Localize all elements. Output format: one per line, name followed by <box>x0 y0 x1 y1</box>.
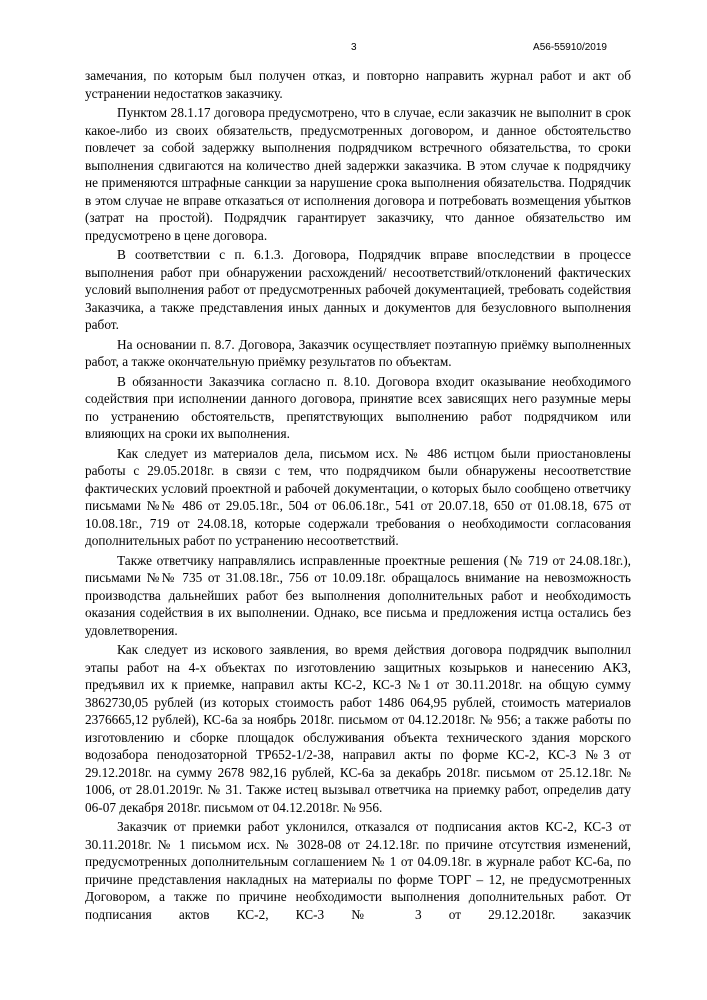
case-number: А56-55910/2019 <box>533 42 607 53</box>
paragraph: Как следует из искового заявления, во время действия договора подрядчик выполнил этапы работ на 4-х объектах по изготовлению защитных козырьков и нанесению АКЗ, предъявил их к приемке, направил акты КС-2, КС-3 №1 от 30.11.2018г. на общую сумму 3862730,05 рублей (из которых стоимость работ 1486 064,95 рублей, стоимость материалов 2376665,12 рублей), КС-6а за ноябрь 2018г. письмом от 04.12.2018г. № 956; а также работы по изготовлению и сборке площадок обслуживания объекта технического здания морского водозабора пенодозаторной ТР652-1/2-38, направил акты по форме КС-2, КС-3 №3 от 29.12.2018г. на сумму 2678 982,16 рублей, КС-6а за декабрь 2018г. письмом от 25.12.18г. № 1006, от 28.01.2019г. № 31. Также истец вызывал ответчика на приемку работ, определив дату 06-07 декабря 2018г. письмом от 04.12.2018г. № 956. <box>85 642 631 815</box>
paragraph: Заказчик от приемки работ уклонился, отказался от подписания актов КС-2, КС-3 от 30.11.2018г. № 1 письмом исх. № 3028-08 от 24.12.18г. по причине отсутствия изменений, предусмотренных дополнительным соглашением № 1 от 04.09.18г. в журнале работ КС-6а, по причине представления накладных на материалы по форме ТОРГ – 12, не предусмотренных Договором, а также по причине необходимости выполнения дополнительных работ. От подписания актов КС-2, КС-3 № 3 от 29.12.2018г. заказчик <box>85 819 631 922</box>
paragraph: Также ответчику направлялись исправленные проектные решения (№ 719 от 24.08.18г.), письмами №№ 735 от 31.08.18г., 756 от 10.09.18г. обращалось внимание на невозможность производства дальнейших работ без выполнения дополнительных работ и необходимость оказания содействия в их выполнении. Однако, все письма и предложения истца остались без удовлетворения. <box>85 552 631 638</box>
paragraph: Пунктом 28.1.17 договора предусмотрено, что в случае, если заказчик не выполнит в срок какое-либо из своих обязательств, предусмотренных договором, и данное обстоятельство повлечет за собой задержку выполнения подрядчиком встречного обязательства, то сроки выполнения сдвигаются на количество дней задержки заказчика. В этом случае к подрядчику не применяются штрафные санкции за нарушение срока выполнения обязательства. Подрядчик в этом случае не вправе отказаться от исполнения договора и потребовать возмещения убытков (затрат на простой). Подрядчик гарантирует заказчику, что данное обязательство им предусмотрено в цене договора. <box>85 105 631 243</box>
paragraph: В обязанности Заказчика согласно п. 8.10. Договора входит оказывание необходимого содействия при исполнении данного договора, принятие всех зависящих него разумные меры по устранению обстоятельств, препятствующих выполнению работ подрядчиком или влияющих на сроки их выполнения. <box>85 373 631 441</box>
paragraph: Как следует из материалов дела, письмом исх. № 486 истцом были приостановлены работы с 29.05.2018г. в связи с тем, что подрядчиком были обнаружены несоответствие фактических условий проектной и рабочей документации, о которых было сообщено ответчику письмами №№ 486 от 29.05.18г., 504 от 06.06.18г., 541 от 20.07.18, 650 от 01.08.18, 675 от 10.08.18г., 719 от 24.08.18, которые содержали требования о необходимости согласования дополнительных работ по устранению несоответствий. <box>85 445 631 548</box>
paragraph: В соответствии с п. 6.1.3. Договора, Подрядчик вправе впоследствии в процессе выполнения работ при обнаружении расхождений/ несоответствий/отклонений фактических условий выполнения работ от предусмотренных рабочей документацией, требовать содействия Заказчика, а также представления иных данных и документов для безусловного выполнения работ. <box>85 247 631 332</box>
paragraph: замечания, по которым был получен отказ, и повторно направить журнал работ и акт об устранении недостатков заказчику. <box>85 68 631 101</box>
paragraph: На основании п. 8.7. Договора, Заказчик осуществляет поэтапную приёмку выполненных работ, а также окончательную приёмку результатов по объектам. <box>85 336 631 369</box>
document-body <box>85 67 631 925</box>
page-number: 3 <box>351 42 357 53</box>
